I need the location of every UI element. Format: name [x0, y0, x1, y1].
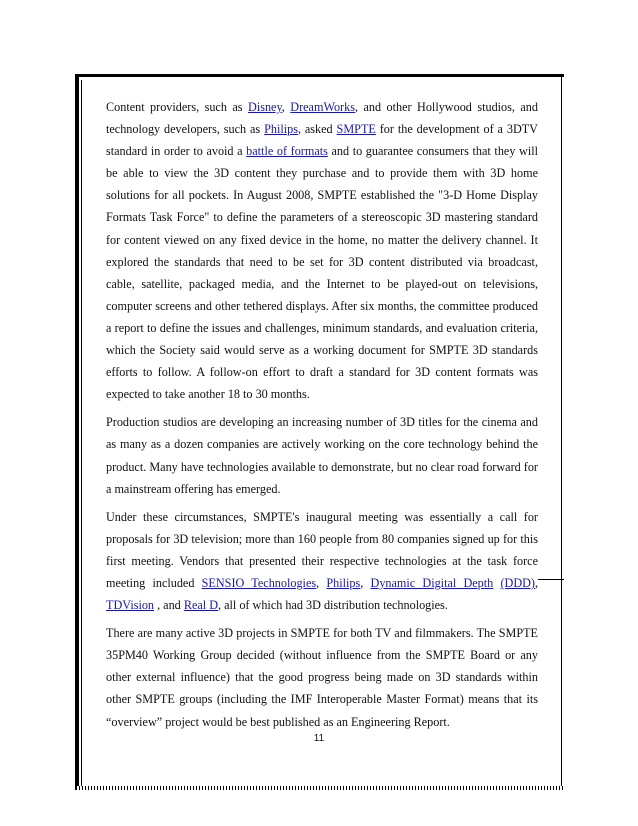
- text-run: Under these circumstances, SMPTE's inaugural meeting was essentially a call for proposals for 3D television; more than 160 people from 80 companies signed up for this first meeting. Vendors that presented their respective technologies at the task force meeting included: [106, 509, 538, 590]
- text-run: for the development of a 3DTV standard in order to avoid a: [106, 122, 538, 159]
- text-run: ,: [535, 575, 539, 590]
- hyperlink[interactable]: TDVision: [106, 598, 155, 613]
- hyperlink[interactable]: Real D: [183, 598, 219, 613]
- page-number: 11: [313, 733, 325, 744]
- hyperlink[interactable]: (DDD): [500, 575, 535, 590]
- text-run: Content providers, such as: [106, 100, 249, 114]
- hyperlink[interactable]: Philips: [264, 122, 298, 137]
- text-run: , asked: [297, 122, 337, 137]
- text-run: , and: [154, 598, 184, 613]
- hyperlink[interactable]: SMPTE: [336, 122, 376, 137]
- page-frame-left-inner-border: [81, 80, 82, 788]
- text-run: There are many active 3D projects in SMPTE for both TV and filmmakers. The SMPTE 35PM40 Working Group decided (without influence from the SMPTE Board or any other external influence) that the good progress being made on 3D standards within other SMPTE groups (including the IMF Interoperable Master Format) means that its “overview” project would be best published as an Engineering Report.: [106, 626, 538, 729]
- hyperlink[interactable]: battle of formats: [246, 144, 328, 159]
- page-frame-left-border: [75, 74, 79, 790]
- text-run: Production studios are developing an increasing number of 3D titles for the cinema and as many as a dozen companies are actively working on the core technology behind the product. Many have technologies available to demonstrate, but no clear road forward for a mainstream offering has emerged.: [106, 415, 538, 496]
- paragraph: [106, 506, 538, 616]
- hyperlink[interactable]: SENSIO Technologies: [201, 575, 317, 590]
- hyperlink[interactable]: DreamWorks: [290, 100, 355, 114]
- page-frame-right-border: [561, 74, 562, 790]
- text-run: , and other Hollywood studios, and technology developers, such as: [106, 100, 538, 137]
- paragraph: [106, 622, 538, 732]
- hyperlink[interactable]: Disney: [248, 100, 282, 114]
- text-run: ,: [360, 575, 371, 590]
- text-run: ,: [316, 575, 327, 590]
- page-frame-top-border: [75, 74, 564, 77]
- paragraph: [106, 411, 538, 499]
- hyperlink[interactable]: Philips: [326, 575, 361, 590]
- line-overflow-rule: [538, 579, 564, 580]
- hyperlink[interactable]: Dynamic Digital Depth: [370, 575, 494, 590]
- page-frame-bottom-dotted-border: [76, 786, 564, 790]
- paragraph: [106, 96, 538, 405]
- text-run: and to guarantee consumers that they will be able to view the 3D content they purchase and to provide them with 3D home solutions for all pockets. In August 2008, SMPTE established the "3-D Home Display Formats Task Force" to define the parameters of a stereoscopic 3D mastering standard for content viewed on any fixed device in the home, no matter the delivery channel. It explored the standards that need to be set for 3D content distributed via broadcast, cable, satellite, packaged media, and the Internet to be played-out on televisions, computer screens and other tethered displays. After six months, the committee produced a report to define the issues and challenges, minimum standards, and evaluation criteria, which the Society said would serve as a working document for SMPTE 3D standards efforts to follow. A follow-on effort to draft a standard for 3D content formats was expected to take another 18 to 30 months.: [106, 144, 538, 402]
- document-body: [106, 96, 538, 739]
- text-run: ,: [281, 100, 291, 114]
- text-run: , all of which had 3D distribution technologies.: [218, 598, 448, 613]
